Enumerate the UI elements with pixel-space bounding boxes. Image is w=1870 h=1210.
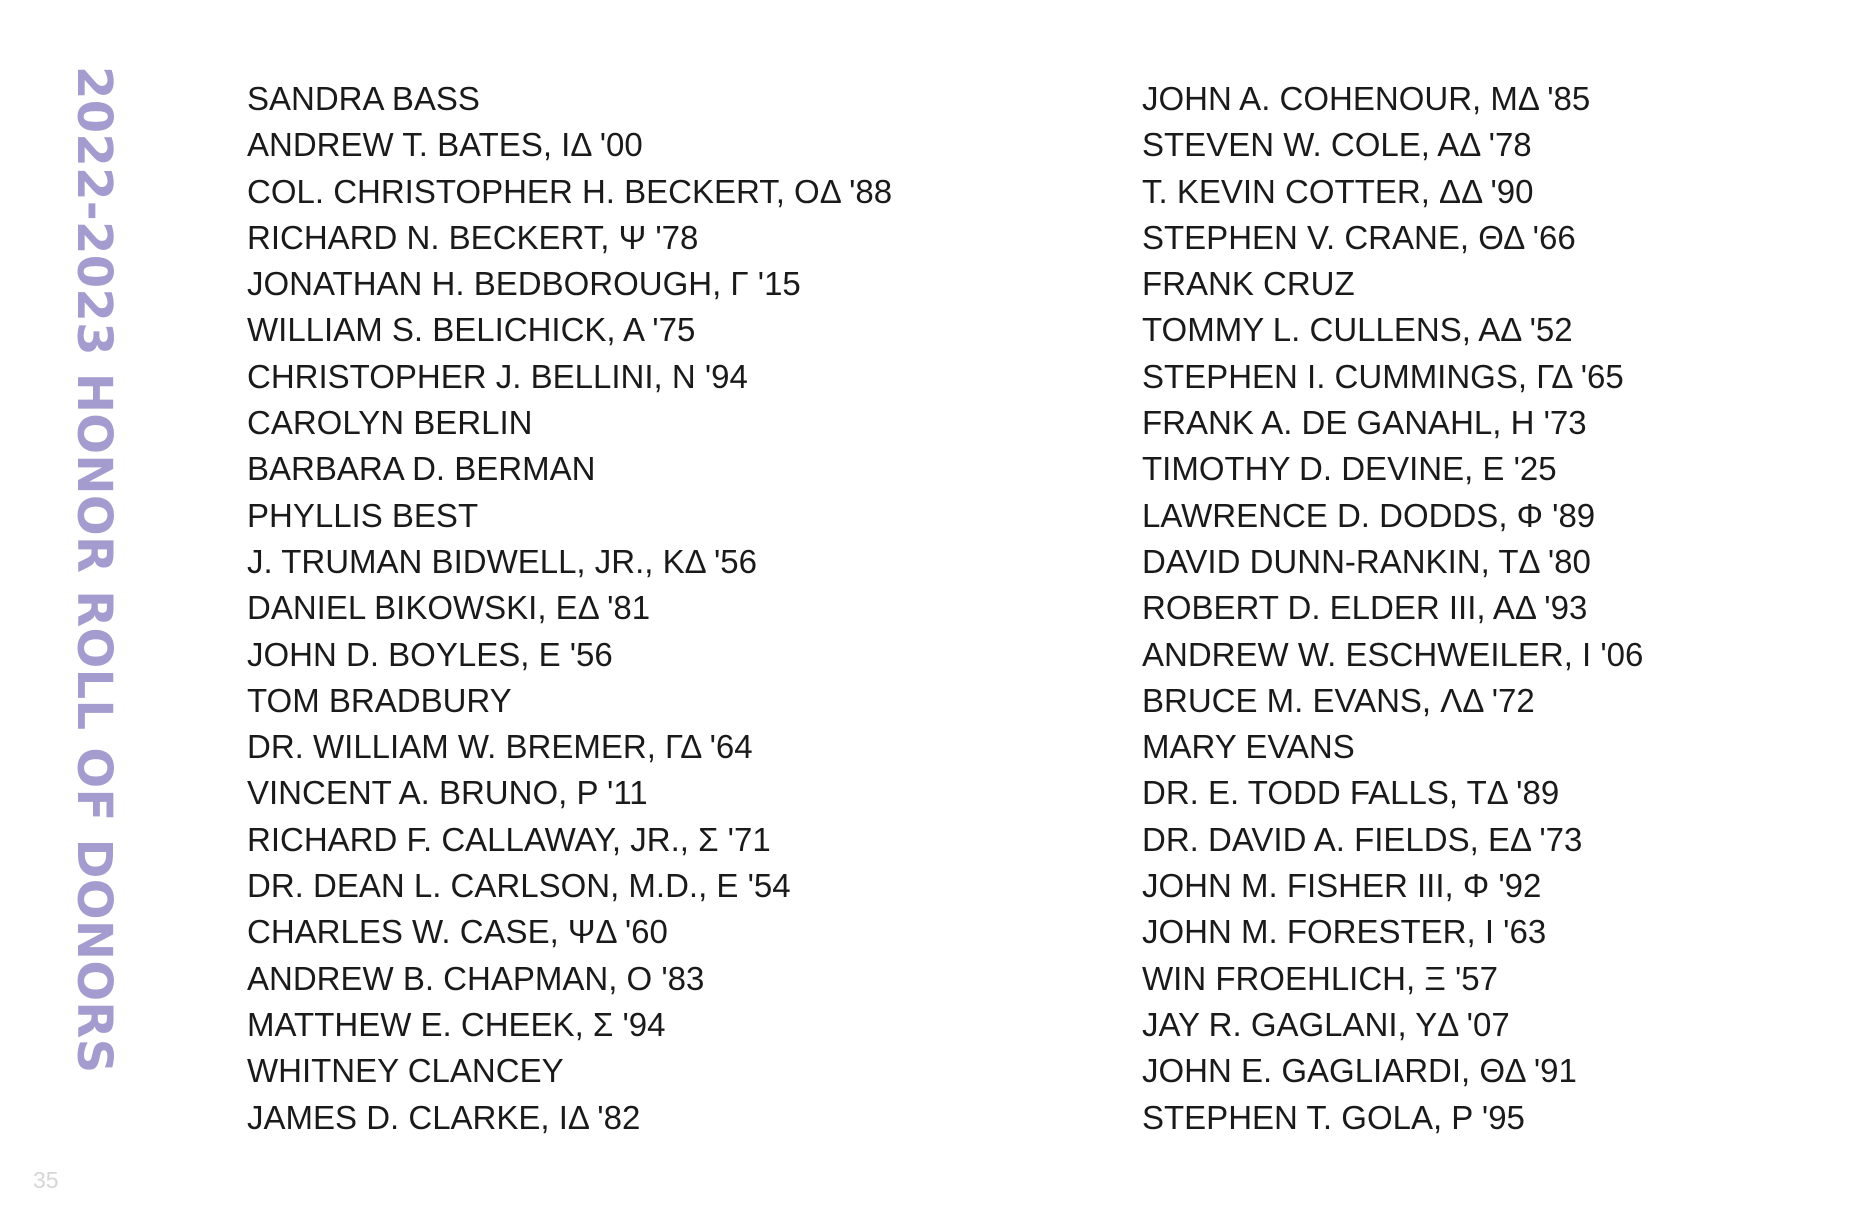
donor-name: JAMES D. CLARKE, IΔ '82 [247, 1098, 641, 1136]
donor-name: CHRISTOPHER J. BELLINI, N '94 [247, 357, 748, 395]
donor-name: BRUCE M. EVANS, ΛΔ '72 [1142, 681, 1535, 719]
donor-name: BARBARA D. BERMAN [247, 450, 596, 488]
donor-name: PHYLLIS BEST [247, 496, 479, 534]
donor-name: CHARLES W. CASE, ΨΔ '60 [247, 913, 668, 951]
donor-name: CAROLYN BERLIN [247, 404, 533, 442]
donor-name: JOHN A. COHENOUR, MΔ '85 [1142, 80, 1591, 117]
donor-name: JOHN E. GAGLIARDI, ΘΔ '91 [1142, 1052, 1577, 1090]
donor-name: WILLIAM S. BELICHICK, A '75 [247, 311, 696, 349]
donor-name: DR. DEAN L. CARLSON, M.D., E '54 [247, 867, 791, 905]
donor-name: ROBERT D. ELDER III, AΔ '93 [1142, 589, 1588, 627]
donor-name: STEPHEN I. CUMMINGS, ΓΔ '65 [1142, 357, 1624, 395]
donor-name: SANDRA BASS [247, 80, 480, 117]
donor-name: DR. E. TODD FALLS, TΔ '89 [1142, 774, 1560, 812]
donor-name: TOMMY L. CULLENS, AΔ '52 [1142, 311, 1573, 349]
donor-name: RICHARD N. BECKERT, Ψ '78 [247, 218, 699, 256]
donor-list-left [247, 76, 892, 1141]
donor-name: MARY EVANS [1142, 728, 1355, 766]
donor-name: DR. DAVID A. FIELDS, EΔ '73 [1142, 820, 1583, 858]
donor-name: DAVID DUNN-RANKIN, TΔ '80 [1142, 542, 1591, 580]
donor-name: JONATHAN H. BEDBOROUGH, Γ '15 [247, 265, 801, 303]
donor-name: VINCENT A. BRUNO, P '11 [247, 774, 648, 812]
donor-name: ANDREW T. BATES, IΔ '00 [247, 126, 643, 164]
donor-name: MATTHEW E. CHEEK, Σ '94 [247, 1005, 666, 1043]
donor-name: JOHN M. FORESTER, I '63 [1142, 913, 1547, 951]
donor-name: TOM BRADBURY [247, 681, 512, 719]
donor-name: ANDREW W. ESCHWEILER, I '06 [1142, 635, 1644, 673]
donor-name: STEPHEN V. CRANE, ΘΔ '66 [1142, 218, 1576, 256]
donor-name: WIN FROEHLICH, Ξ '57 [1142, 959, 1498, 997]
donor-name: LAWRENCE D. DODDS, Φ '89 [1142, 496, 1596, 534]
donor-name: FRANK A. DE GANAHL, H '73 [1142, 404, 1587, 442]
donor-name: DR. WILLIAM W. BREMER, ΓΔ '64 [247, 728, 753, 766]
donor-name: STEPHEN T. GOLA, P '95 [1142, 1098, 1525, 1136]
donor-list-right [1142, 76, 1643, 1141]
donor-name: FRANK CRUZ [1142, 265, 1355, 303]
page-title: 2022-2023 HONOR ROLL OF DONORS [66, 66, 122, 1074]
donor-name: DANIEL BIKOWSKI, EΔ '81 [247, 589, 651, 627]
donor-name: WHITNEY CLANCEY [247, 1052, 564, 1090]
donor-name: STEVEN W. COLE, AΔ '78 [1142, 126, 1532, 164]
donor-name: TIMOTHY D. DEVINE, E '25 [1142, 450, 1557, 488]
donor-name: JOHN M. FISHER III, Φ '92 [1142, 867, 1542, 905]
donor-name: J. TRUMAN BIDWELL, JR., KΔ '56 [247, 542, 758, 580]
page-number: 35 [33, 1167, 59, 1193]
donor-name: ANDREW B. CHAPMAN, O '83 [247, 959, 705, 997]
donor-name: JOHN D. BOYLES, E '56 [247, 635, 613, 673]
donor-name: RICHARD F. CALLAWAY, JR., Σ '71 [247, 820, 771, 858]
donor-name: COL. CHRISTOPHER H. BECKERT, OΔ '88 [247, 172, 893, 210]
donor-name: T. KEVIN COTTER, ΔΔ '90 [1142, 172, 1534, 210]
donor-name: JAY R. GAGLANI, YΔ '07 [1142, 1005, 1510, 1043]
